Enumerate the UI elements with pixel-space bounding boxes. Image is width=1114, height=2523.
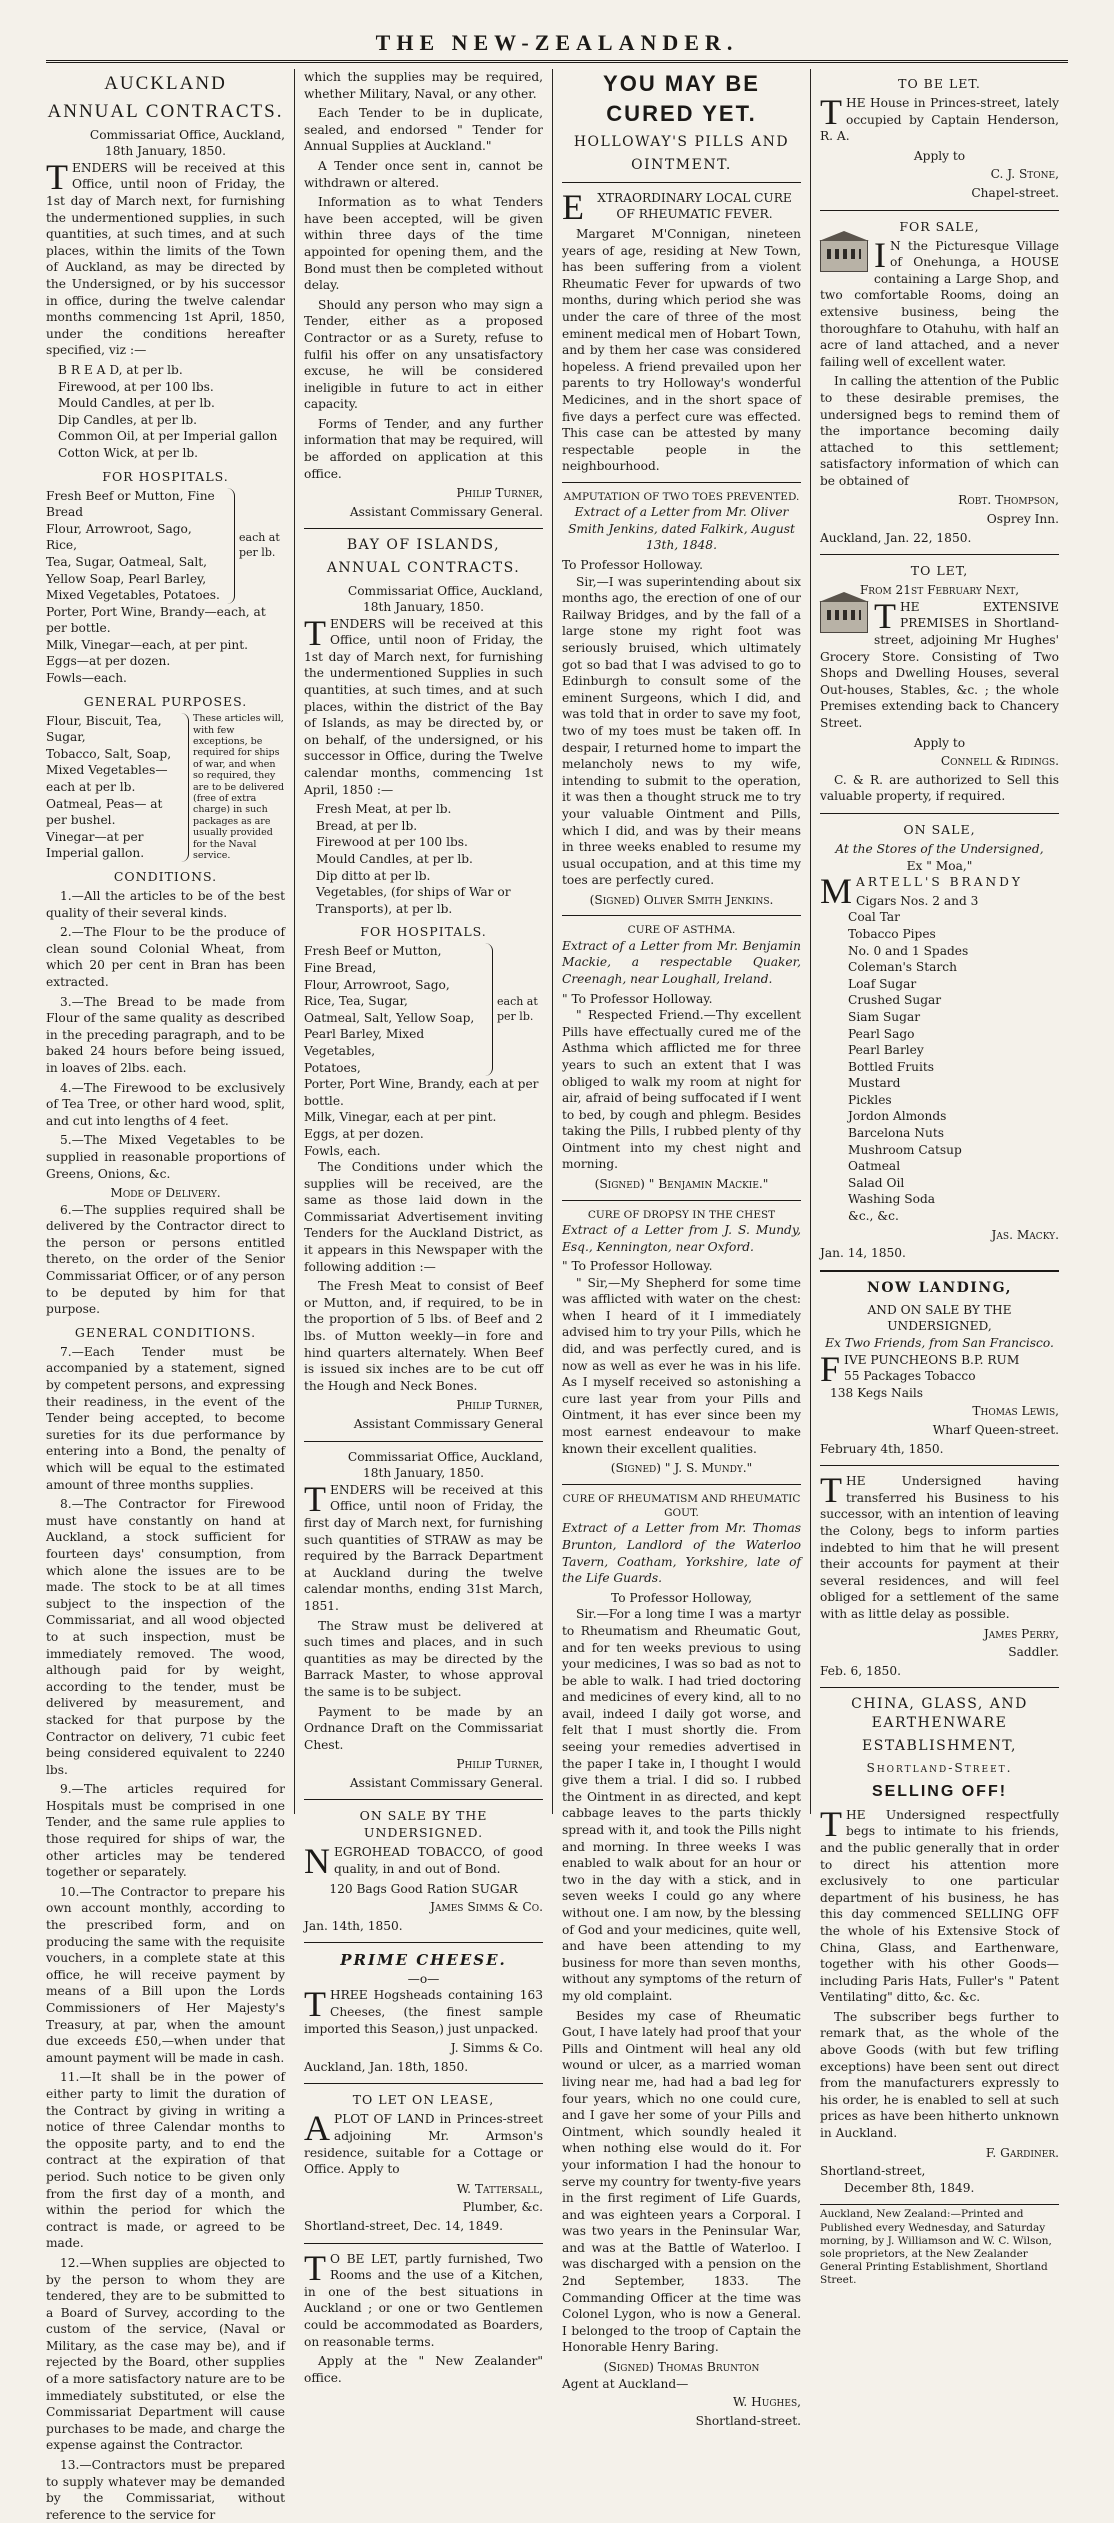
section-heading: CURE OF RHEUMATISM AND RHEUMATIC GOUT. — [562, 1492, 801, 1520]
martell-sale-ad — [820, 821, 1059, 1262]
ad-ex: Ex " Moa," — [906, 858, 973, 873]
list-item: Milk, Vinegar—each, at per pint. — [46, 637, 249, 652]
condition: 2.—The Flour to be the produce of clean sound Colonial Wheat, from which 20 per cent in Bran has been extracted. — [46, 925, 285, 989]
signature: (Signed) Thomas Brunton — [603, 2360, 760, 2375]
section-heading: AMPUTATION OF TWO TOES PREVENTED. — [563, 490, 800, 503]
signature-title: Plumber, &c. — [462, 2200, 543, 2215]
section-heading: FOR HOSPITALS. — [360, 924, 487, 940]
signature: (Signed) " Benjamin Mackie." — [594, 1177, 769, 1192]
list-item: Mustard — [848, 1076, 901, 1091]
paragraph: Sir,—I was superintending about six months ago, the erection of one of our Railway Bridges, and by the fall of a large stone my right foot was seriously bruised, which ultimately got so bad that I was advised to go to Edinburgh to consult some of the eminent Surgeons, which I did, and was told that in order to save my foot, two of my toes must be taken off. In despair, I returned home to impart the melancholy news to my wife, intending to submit to the operation, it was then a thought struck me to try your valuable Ointment and Pills, which I did, and was by their means in three weeks enabled to resume my usual occupation, and at this time my toes are perfectly cured. — [562, 574, 801, 888]
ad-text: HREE Hogsheads containing 163 Cheeses, (the finest sample imported this Season,) just unpacked. — [304, 1988, 543, 2036]
list-item: Mixed Vegetables—each at per lb. — [46, 763, 168, 795]
signature: James Perry, — [983, 1626, 1059, 1641]
ad-heading: SELLING OFF! — [871, 1783, 1008, 1800]
ad-title: TO LET, — [910, 563, 969, 579]
list-item: Loaf Sugar — [848, 976, 917, 991]
agent-name: W. Hughes, — [732, 2395, 801, 2410]
list-item: Porter, Port Wine, Brandy, each at per bottle. — [304, 1077, 539, 1108]
house-icon — [820, 601, 868, 633]
list-item: Pearl Sago — [848, 1026, 915, 1041]
date-line: 18th January, 1850. — [105, 144, 226, 159]
ad-text: HE Undersigned having transferred his Business to his successor, with an intention of leaving the Colony, begs to inform parties indebted to him that he will present their accounts for payment at their several residences, and will feel obliged for a settlement of the same with as little delay as possible. — [820, 1474, 1059, 1621]
drop-cap: T — [304, 1478, 326, 1519]
signature: Philip Turner, — [456, 486, 543, 501]
ad-line: 120 Bags Good Ration SUGAR — [329, 1881, 518, 1896]
holloway-ad — [562, 69, 801, 2429]
ad-subtitle: AND ON SALE BY THE UNDERSIGNED, — [867, 1302, 1012, 1334]
list-item: Flour, Arrowroot, Sago, — [304, 977, 450, 992]
list-item: Porter, Port Wine, Brandy—each, at per bottle. — [46, 604, 266, 636]
ad-subtitle: OINTMENT. — [631, 156, 732, 173]
list-item: Dip ditto at per lb. — [316, 868, 431, 883]
drop-cap: T — [820, 1803, 842, 1844]
date-line: February 4th, 1850. — [820, 1441, 944, 1456]
signature-address: Wharf Queen-street. — [932, 1423, 1059, 1437]
list-item: Mushroom Catsup — [848, 1142, 962, 1157]
section-heading: Mode of Delivery. — [110, 1186, 221, 1201]
paragraph: The Fresh Meat to consist of Beef or Mutton, and, if required, to be in the proportion of 5 lbs. of Beef and 2 lbs. of Mutton weekly—in fore and hind quarters alternately. When Beef is issued six inches are to be cut off the Hough and Neck Bones. — [304, 1279, 543, 1393]
signature: C. J. Stone, — [990, 167, 1059, 182]
condition: 9.—The articles required for Hospitals must be comprised in one Tender, and the same rule applies to those required for ships of war, the other articles may be tendered together or separately. — [46, 1782, 285, 1880]
paragraph: Apply at the " New Zealander" office. — [304, 2354, 543, 2385]
list-item: Milk, Vinegar, each at per pint. — [304, 1110, 497, 1125]
bay-of-islands-ad — [304, 536, 543, 1432]
ad-text: N the Picturesque Village of Onehunga, a HOUSE containing a Large Shop, and two comfortable Rooms, doing an extensive business, being the thoroughfare to Otahuhu, with half an acre of land attached, and a never failing well of excellent water. — [820, 238, 1059, 369]
apply-line: Apply to — [913, 148, 966, 163]
bracket-group — [46, 488, 285, 604]
ad-subtitle: From 21st February Next, — [859, 583, 1020, 598]
extract-line: Extract of a Letter from Mr. Thomas Brunton, Landlord of the Waterloo Tavern, Coatham, Yorkshire, late of the Life Guards. — [562, 1521, 801, 1586]
list-item: Coleman's Starch — [848, 960, 957, 975]
condition: 6.—The supplies required shall be delivered by the Contractor direct to the person or persons entitled thereto, on the order of the Senior Commissariat Officer, or of any person to be deputed by him for that purpose. — [46, 1202, 285, 1317]
auckland-contracts-ad — [46, 71, 285, 2523]
list-item: Cigars Nos. 2 and 3 — [856, 893, 979, 908]
date-line: Jan. 14th, 1850. — [304, 1918, 403, 1933]
rooms-let-ad — [304, 2247, 543, 2387]
list-item: Mould Candles, at per lb. — [58, 396, 215, 411]
drop-cap: E — [562, 186, 584, 227]
list-item: Coal Tar — [848, 910, 900, 925]
list-item: Washing Soda — [848, 1192, 936, 1207]
list-item: Fowls, each. — [304, 1143, 381, 1158]
column-2 — [295, 69, 553, 2385]
ad-title: ON SALE, — [903, 821, 976, 837]
list-item: Bread, at per lb. — [316, 818, 418, 833]
drop-cap: T — [820, 1470, 842, 1511]
paragraph: " Sir,—My Shepherd for some time was afflicted with water on the chest: when I heard of it I immediately advised him to try your Pills, which he did, and was perfectly cured, and is now as well as ever he was in his life. As I myself received so astonishing a cure last year from your Pills and Ointment, it has ever since been my most earnest endeavour to make known their excellent qualities. — [562, 1275, 801, 1456]
brace — [178, 713, 189, 862]
condition: 4.—The Firewood to be exclusively of Tea Tree, or other hard wood, split, and cut into lengths of 4 feet. — [46, 1080, 285, 1128]
column-4 — [811, 69, 1068, 2287]
salutation: " To Professor Holloway. — [562, 991, 713, 1006]
drop-cap: F — [820, 1348, 841, 1389]
list-item: Tea, Sugar, Oatmeal, Salt, — [46, 554, 208, 569]
drop-cap: T — [304, 2247, 326, 2288]
list-item: Flour, Biscuit, Tea, Sugar, — [46, 713, 162, 745]
date-line: Feb. 6, 1850. — [820, 1663, 901, 1678]
list-item: Fresh Beef or Mutton, Fine Bread — [46, 488, 215, 520]
ad-title: TO BE LET. — [898, 76, 981, 91]
list-item: Vegetables, (for ships of War or Transports), at per lb. — [316, 885, 511, 916]
list-item: Eggs, at per dozen. — [304, 1126, 424, 1141]
list-item: Dip Candles, at per lb. — [58, 412, 198, 427]
office-line: Commissariat Office, Auckland, — [347, 1449, 543, 1464]
column-1 — [46, 69, 295, 2522]
condition: 8.—The Contractor for Firewood must have constantly on hand at Auckland, a stock sufficient for fourteen days' consumption, from which alone the issues are to be made. The stock to be at all times subject to the inspection of the Commissariat, and all wood objected to at such inspection, must be immediately removed. The wood, although paid for by weight, according to the tender, must be delivered by measurement, and stacked for that purpose by the Contractor on delivery, 71 cubic feet being considered equivalent to 2240 lbs. — [46, 1497, 285, 1777]
ad-text: HE EXTENSIVE PREMISES in Shortland-street, adjoining Mr Hughes' Grocery Store. Consisting of Two Shops and Dwelling Houses, several Out-houses, Stables, &c. ; the whole Premises extending back to Chancery Street. — [820, 599, 1059, 730]
salutation: To Professor Holloway, — [611, 1590, 752, 1605]
ad-subtitle: HOLLOWAY'S PILLS AND — [573, 133, 790, 150]
condition: 13.—Contractors must be prepared to supply whatever may be demanded by the Commissariat, without reference to the service for — [46, 2458, 285, 2522]
ad-ex: Ex Two Friends, from San Francisco. — [825, 1336, 1054, 1351]
list-item: Pearl Barley, Mixed Vegetables, — [304, 1027, 425, 1058]
section-heading: CURE OF DROPSY IN THE CHEST — [587, 1208, 776, 1221]
list-item: Eggs—at per dozen. — [46, 654, 171, 669]
date-line: 18th January, 1850. — [363, 600, 484, 615]
signature: W. Tattersall, — [456, 2181, 543, 2196]
paragraph: Besides my case of Rheumatic Gout, I have lately had proof that your Pills and Ointment will heal any old wound or ulcer, as a married woman living near me, had had a bad leg for four years, which no one could cure, and I gave her some of your Pills and Ointment, which soundly healed it when nothing else would do it. For your information I had the honour to serve my country for twenty-five years in the first regiment of Life Guards, and was eighteen years a Corporal. I was two years in the Peninsular War, and was at the Battle of Waterloo. I was discharged with a pension on the 2nd September, 1833. The Commanding Officer at the time was Colonel Lygon, who is now a General. I belonged to the troop of Captain the Honorable Henry Baring. — [562, 2008, 801, 2355]
condition: 5.—The Mixed Vegetables to be supplied in reasonable proportions of Greens, Onions, &c. — [46, 1133, 285, 1181]
address-line: Shortland-street, — [820, 2164, 926, 2179]
ad-title: AUCKLAND — [104, 73, 227, 94]
paragraph: Should any person who may sign a Tender, either as a proposed Contractor or as a Surety, refuse to fulfil his offer on any unsatisfactory excuse, he will be considered ineligible in future to act in either capacity. — [304, 297, 543, 412]
ad-subtitle: ANNUAL CONTRACTS. — [47, 100, 284, 122]
condition: 1.—All the articles to be of the best quality of their several kinds. — [46, 889, 285, 920]
paragraph: In calling the attention of the Public to these desirable premises, the undersigned begs to remind them of the importance becoming daily attached to this settlement; satisfactory information of which can be obtained of — [820, 374, 1059, 488]
list-item: Oatmeal — [848, 1159, 901, 1174]
ad-subtitle: At the Stores of the Undersigned, — [835, 841, 1044, 856]
list-item: Salad Oil — [848, 1175, 905, 1190]
list-item: No. 0 and 1 Spades — [848, 943, 969, 958]
china-glass-ad — [820, 1695, 1059, 2196]
list-item: Fine Bread, — [304, 960, 377, 975]
signature: Connell & Ridings. — [940, 754, 1059, 769]
signature: (Signed) " J. S. Mundy." — [610, 1461, 753, 1476]
brace — [482, 943, 493, 1076]
imprint-footer: Auckland, New Zealand:—Printed and Published every Wednesday, and Saturday morning, by J. Williamson and W. C. Wilson, sole proprietors, at the New Zealander General Printing Establishment, Shortland Street. — [820, 2204, 1059, 2287]
signature: James Simms & Co. — [430, 1900, 543, 1915]
paragraph: Forms of Tender, and any further information that may be required, will be afforded on application at this office. — [304, 416, 543, 481]
signature: Philip Turner, — [456, 1757, 543, 1772]
ad-text: EGROHEAD TOBACCO, of good quality, in and out of Bond. — [334, 1845, 543, 1877]
masthead: THE NEW-ZEALANDER. — [46, 30, 1068, 63]
paragraph: Margaret M'Connigan, nineteen years of age, residing at New Town, has been suffering from a violent Rheumatic Fever for upwards of two months, during which period she was under the care of three of the most eminent medical men of Hobart Town, and by them her case was considered hopeless. A friend prevailed upon her parents to try Holloway's wonderful Medicines, and in the short space of five days a perfect cure was effected. This case can be attested by many respectable people in the neighbourhood. — [562, 227, 801, 474]
separator: —o— — [407, 1971, 440, 1986]
list-item: Rice, Tea, Sugar, — [304, 994, 408, 1009]
list-item: Cotton Wick, at per lb. — [58, 445, 199, 460]
list-item: Mould Candles, at per lb. — [316, 852, 473, 866]
perry-notice — [820, 1470, 1059, 1679]
signature: (Signed) Oliver Smith Jenkins. — [589, 892, 774, 907]
paragraph: A Tender once sent in, cannot be withdrawn or altered. — [304, 158, 543, 190]
section-heading: CURE OF ASTHMA. — [627, 924, 736, 937]
date-line: Shortland-street, Dec. 14, 1849. — [304, 2218, 503, 2233]
cheese-ad — [304, 1950, 543, 2075]
extract-line: Extract of a Letter from Mr. Benjamin Mackie, a respectable Quaker, Creenagh, near Loughall, Ireland. — [562, 938, 801, 986]
list-item: Tobacco, Salt, Soap, — [46, 746, 172, 761]
drop-cap: T — [46, 156, 68, 197]
list-item: Mixed Vegetables, Potatoes. — [46, 588, 220, 603]
signature: F. Gardiner. — [985, 2145, 1059, 2160]
drop-cap: I — [874, 234, 886, 275]
list-item: Common Oil, at per Imperial gallon — [58, 429, 278, 444]
ad-title: FOR SALE, — [899, 218, 980, 234]
ad-title: CHINA, GLASS, AND EARTHENWARE — [851, 1696, 1028, 1732]
brace-note: These articles will, with few exceptions, be required for ships of war, and when so required, they are to be delivered (free of extra charge) in such packages as are usually provided for the Naval service. — [193, 713, 285, 861]
ad-street: Shortland-Street. — [866, 1761, 1013, 1776]
drop-cap: T — [874, 595, 896, 636]
signature-title: Assistant Commissary General. — [349, 504, 543, 519]
paragraph: Payment to be made by an Ordnance Draft on the Commissariat Chest. — [304, 1704, 543, 1752]
drop-cap: N — [304, 1841, 330, 1882]
paragraph: C. & R. are authorized to Sell this valuable property, if required. — [820, 772, 1059, 804]
extract-line: Extract of a Letter from Mr. Oliver Smith Jenkins, dated Falkirk, August 13th, 1848. — [568, 505, 795, 553]
ad-heading: XTRAORDINARY LOCAL CURE OF RHEUMATIC FEVER. — [597, 190, 792, 222]
ad-title: YOU MAY BE CURED YET. — [603, 71, 760, 126]
list-item: Firewood at per 100 lbs. — [316, 835, 468, 850]
paragraph: " Respected Friend.—Thy excellent Pills have effectually cured me of the Asthma which afflicted me for three years to such an extent that I was obliged to walk my room at night for air, afraid of being suffocated if I went to bed, by cough and phlegm. Besides taking the Pills, I rubbed plenty of thy Ointment into my chest night and morning. — [562, 1008, 801, 1172]
paragraph: The subscriber begs further to remark that, as the whole of the above Goods (with but few trifling exceptions) have been sent out direct from the manufacturers expressly to his order, he is enabled to sell at such prices as have been hitherto unknown in Auckland. — [820, 2009, 1059, 2141]
signature: Thomas Lewis, — [972, 1404, 1059, 1419]
list-item: 55 Packages Tobacco — [844, 1369, 976, 1384]
list-item: Crushed Sugar — [848, 993, 942, 1008]
rum-landing-ad — [820, 1279, 1059, 1457]
list-item: Oatmeal, Salt, Yellow Soap, — [304, 1010, 475, 1025]
intro-text: ENDERS will be received at this Office, until noon of Friday, the 1st day of March next, for furnishing the undermentioned Supplies in such quantities, at such times, and at such places, within the district of the Bay of Islands, as may be directed by, or on behalf, of the undersigned, or his successor in Office, during the Twelve calendar months, commencing 1st April, 1850 :— — [304, 616, 543, 797]
drop-cap: T — [820, 92, 842, 132]
columns — [46, 69, 1068, 2522]
straw-tender-ad — [304, 1449, 543, 1792]
list-item: Jordon Almonds — [848, 1109, 947, 1124]
tobacco-sale-ad — [304, 1807, 543, 1934]
house-icon — [820, 240, 868, 272]
list-item: Firewood, at per 100 lbs. — [58, 379, 214, 394]
ad-text: HE House in Princes-street, lately occupied by Captain Henderson, R. A. — [820, 96, 1059, 144]
ad-title: TO LET ON LEASE, — [352, 2092, 495, 2108]
date-line: December 8th, 1849. — [844, 2180, 975, 2195]
brace-note: each at per lb. — [497, 994, 538, 1023]
ad-title: ESTABLISHMENT, — [862, 1738, 1017, 1755]
list-item: Yellow Soap, Pearl Barley, — [46, 571, 207, 586]
ad-text: O BE LET, partly furnished, Two Rooms and the use of a Kitchen, in one of the best situations in Auckland ; or one or two Gentlemen could be accommodated as Boarders, on reasonable terms. — [304, 2251, 543, 2349]
date-line: Jan. 14, 1850. — [820, 1246, 906, 1261]
ad-title: PRIME CHEESE. — [340, 1951, 507, 1970]
brace — [224, 488, 235, 604]
signature-address: Osprey Inn. — [986, 512, 1059, 527]
condition: 3.—The Bread to be made from Flour of the same quality as described in the preceding paragraph, and to be baked 24 hours before being issued, in loaves of 2lbs. each. — [46, 994, 285, 1075]
supplies-list — [304, 801, 543, 917]
signature: Jas. Macky. — [991, 1227, 1059, 1242]
signature: Philip Turner, — [456, 1398, 543, 1413]
date-line: Auckland, Jan. 18th, 1850. — [304, 2059, 469, 2074]
paragraph: Each Tender to be in duplicate, sealed, and endorsed " Tender for Annual Supplies at Auckland." — [304, 106, 543, 154]
list-item: Vinegar—at per Imperial gallon. — [46, 829, 145, 861]
list-item: Tobacco Pipes — [848, 926, 936, 941]
paragraph: Sir.—For a long time I was a martyr to Rheumatism and Rheumatic Gout, and for ten weeks previous to using your medicines, I was so bad as not to be able to walk. I had tried doctoring and medicines of every kind, all to no avail, indeed I daily got worse, and felt that I must shortly die. From seeing your remedies advertised in the paper I take in, I thought I would give them a trial. I did so. I rubbed the Ointment in as directed, and kept cabbage leaves to the parts thickly spread with it, and took the Pills night and morning. In three weeks I was enabled to walk about for an hour or two in the day with a stick, and in seven weeks I could go any where without one. I am now, by the blessing of God and your medicines, quite well, and have been attending to my business for more than seven months, without any symptoms of the return of my old complaint. — [562, 1607, 801, 2003]
ad-text: PLOT OF LAND in Princes-street adjoining Mr. Armson's residence, suitable for a Cottage or Office. Apply to — [304, 2112, 543, 2177]
intro-text: ENDERS will be received at this Office, until noon of Friday, the 1st day of March next, for furnishing the undermentioned supplies, in such quantities, at such times, and at such places, within the limits of the Town of Auckland, as may be directed by the Undersigned, or by his successor in office, during the twelve calendar months commencing 1st April, 1850, under the conditions hereafter specified, viz :— — [46, 160, 285, 358]
agent-line: Agent at Auckland— — [562, 2376, 689, 2391]
date-line: Auckland, Jan. 22, 1850. — [820, 530, 972, 545]
column-3 — [553, 69, 811, 2428]
list-item: Fowls—each. — [46, 671, 127, 686]
auckland-contracts-continued — [304, 69, 543, 520]
ad-text: HE Undersigned respectfully begs to intimate to his friends, and the public generally that in order to direct his attention more exclusively to one particular department of his business, he has this day commenced SELLING OFF the whole of his Extensive Stock of China, Glass, and Earthenware, together with his other Goods—including Paris Hats, Fuller's " Patent Ventilating" ditto, &c. &c. — [820, 1807, 1059, 2005]
list-item: Oatmeal, Peas— at per bushel. — [46, 796, 163, 828]
signature-title: Assistant Commissary General — [353, 1417, 543, 1431]
office-line: Commissariat Office, Auckland, — [89, 127, 285, 142]
signature: Robt. Thompson, — [958, 493, 1059, 508]
signature: J. Simms & Co. — [450, 2041, 543, 2056]
signature-title: Assistant Commissary General. — [349, 1775, 543, 1790]
condition: 12.—When supplies are objected to by the person to whom they are tendered, they are to be submitted to a Board of Survey, according to the custom of the service, (Naval or Military, as the case may be), and if rejected by the Board, other supplies of a more satisfactory nature are to be immediately substituted, or else the Commissariat Department will cause purchases to be made, and charge the expense against the Contractor. — [46, 2255, 285, 2453]
salutation: To Professor Holloway. — [562, 558, 703, 573]
house-to-let-ad — [820, 75, 1059, 202]
signature-title: Saddler. — [1008, 1645, 1059, 1660]
list-item: 138 Kegs Nails — [830, 1385, 924, 1400]
agent-address: Shortland-street. — [695, 2413, 801, 2428]
list-item: B R E A D, at per lb. — [58, 362, 183, 377]
premises-to-let-ad — [820, 562, 1059, 805]
supplies-list — [46, 362, 285, 462]
list-item: Pearl Barley — [848, 1043, 924, 1058]
drop-cap: M — [820, 871, 853, 912]
ad-title: NOW LANDING, — [867, 1279, 1012, 1296]
list-item: &c., &c. — [848, 1209, 899, 1224]
condition: 11.—It shall be in the power of either party to limit the duration of the Contract by giving in writing a notice of three Calendar months to the opposite party, and to end the contract at the expiration of that period. Such notice to be given only from the first day of a month, and within the period for which the contract is made, or agreed to be made. — [46, 2070, 285, 2251]
list-item: Pickles — [848, 1092, 892, 1107]
paragraph: Information as to what Tenders have been accepted, will be given within three days of the time appointed for opening them, and the Bond must then be completed without delay. — [304, 195, 543, 293]
brace-note: each at per lb. — [239, 530, 280, 559]
ad-title: ON SALE BY THE UNDERSIGNED. — [359, 1808, 488, 1841]
sale-list — [820, 893, 1059, 1225]
drop-cap: T — [304, 1984, 326, 2025]
paragraph: The Conditions under which the supplies will be received, are the same as those laid down in the Commissariat Advertisement inviting Tenders for the Auckland District, as it appears in this Newspaper with the following addition :— — [304, 1160, 543, 1274]
list-item: Barcelona Nuts — [848, 1126, 944, 1141]
drop-cap: T — [304, 612, 326, 653]
salutation: " To Professor Holloway. — [562, 1259, 713, 1274]
section-heading: FOR HOSPITALS. — [102, 468, 229, 484]
list-item: Flour, Arrowroot, Sago, Rice, — [46, 521, 192, 553]
ad-text: ENDERS will be received at this Office, until noon of Friday, the first day of March next, for furnishing such quantities of STRAW as may be required by the Barrack Department at Auckland during the twelve calendar months, ending 31st March, 1851. — [304, 1482, 543, 1613]
continued-text: which the supplies may be required, whether Military, Naval, or any other. — [304, 70, 543, 101]
ad-heading: IVE PUNCHEONS B.P. RUM — [844, 1352, 1020, 1367]
apply-line: Apply to — [913, 735, 966, 750]
list-item: Potatoes, — [304, 1060, 361, 1075]
office-line: Commissariat Office, Auckland, — [347, 583, 543, 598]
date-line: 18th January, 1850. — [363, 1466, 484, 1481]
list-item: Fresh Beef or Mutton, — [304, 944, 442, 959]
bracket-group — [304, 943, 543, 1076]
ad-subtitle: ANNUAL CONTRACTS. — [326, 560, 521, 577]
ad-heading: ARTELL'S BRANDY — [856, 875, 1023, 890]
paragraph: The Straw must be delivered at such times and places, and in such quantities as may be directed by the Barrack Master, to whose approval the same is to be subject. — [304, 1618, 543, 1699]
section-heading: GENERAL PURPOSES. — [83, 693, 248, 709]
ad-title: BAY OF ISLANDS, — [346, 537, 501, 554]
extract-line: Extract of a Letter from J. S. Mundy, Esq., Kennington, near Oxford. — [562, 1222, 801, 1254]
onehunga-sale-ad — [820, 218, 1059, 547]
section-heading: CONDITIONS. — [113, 869, 218, 884]
list-item: Bottled Fruits — [848, 1059, 935, 1074]
section-heading: GENERAL CONDITIONS. — [74, 1324, 257, 1340]
lease-ad — [304, 2091, 543, 2234]
condition: 7.—Each Tender must be accompanied by a statement, signed by competent persons, and expressing their readiness, in the event of the Tender being accepted, to become sureties for its due performance by entering into a Bond, the penalty of which will be equal to the estimated amount of three months supplies. — [46, 1344, 285, 1492]
condition: 10.—The Contractor to prepare his own account monthly, according to the prescribed form, and on producing the same with the requisite vouchers, in a complete state at this office, he will receive payment by means of a Bill upon the Lords Commissioners of Her Majesty's Treasury, at par, when the amount due exceeds £50,—when under that amount payment will be made in cash. — [46, 1884, 285, 2065]
signature-address: Chapel-street. — [971, 185, 1059, 200]
list-item: Siam Sugar — [848, 1009, 921, 1024]
bracket-group — [46, 713, 285, 862]
drop-cap: A — [304, 2108, 330, 2149]
list-item: Fresh Meat, at per lb. — [316, 802, 452, 817]
